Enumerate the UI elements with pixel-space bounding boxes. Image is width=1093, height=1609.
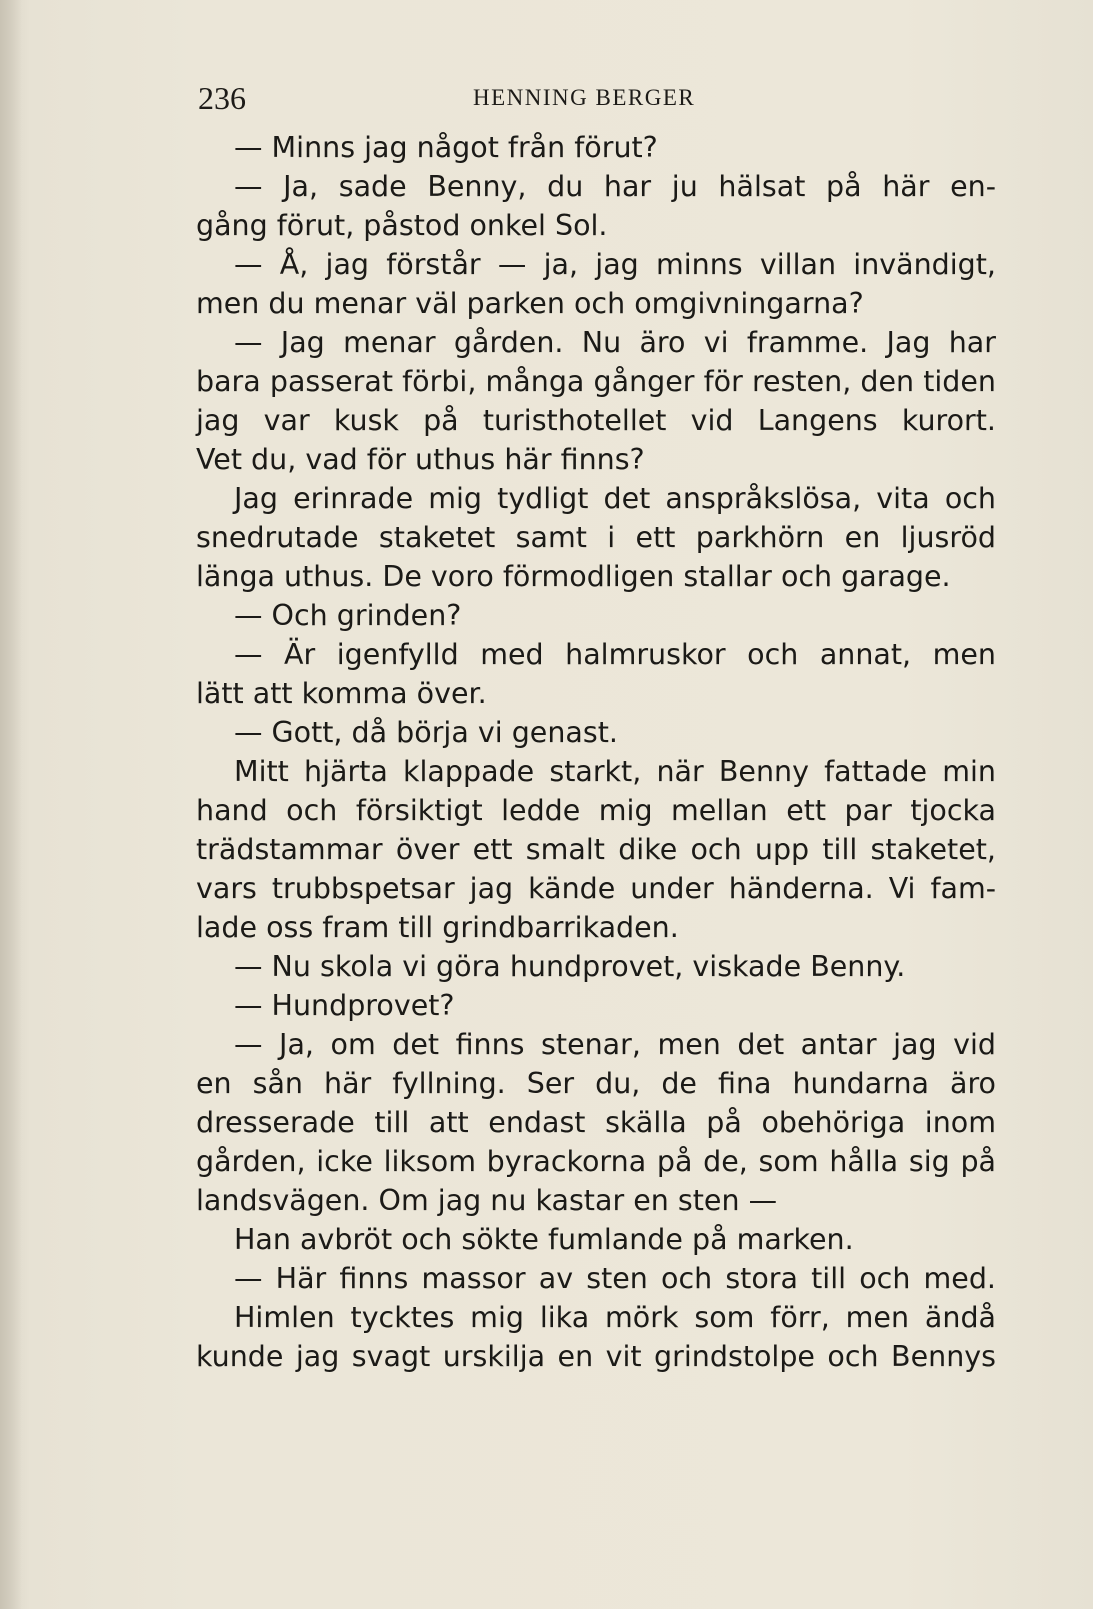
text-line: — Gott, då börja vi genast. — [234, 716, 618, 749]
text-line: en sån här fyllning. Ser du, de fina hundarna äro — [196, 1067, 996, 1100]
text-line: Himlen tycktes mig lika mörk som förr, men ändå — [234, 1301, 996, 1334]
text-line: bara passerat förbi, många gånger för resten, den tiden — [196, 365, 996, 398]
text-line: men du menar väl parken och omgivningarna? — [196, 287, 864, 320]
text-line: — Är igenfylld med halmruskor och annat, men — [234, 638, 996, 671]
page-header — [198, 78, 758, 118]
text-line: — Här finns massor av sten och stora till och med. — [234, 1262, 996, 1295]
text-line: — Ja, om det finns stenar, men det antar jag vid — [234, 1028, 996, 1061]
text-line: kunde jag svagt urskilja en vit grindstolpe och Bennys — [196, 1340, 996, 1373]
text-line: — Hundprovet? — [234, 989, 455, 1022]
page-edge-shadow — [0, 0, 22, 1609]
text-line: — Å, jag förstår — ja, jag minns villan invändigt, — [234, 248, 996, 281]
text-line: dresserade till att endast skälla på obehöriga inom — [196, 1106, 996, 1139]
text-line: hand och försiktigt ledde mig mellan ett par tjocka — [196, 794, 996, 827]
text-line: — Nu skola vi göra hundprovet, viskade Benny. — [234, 950, 906, 983]
running-head: HENNING BERGER — [473, 85, 696, 110]
text-line: lade oss fram till grindbarrikaden. — [196, 911, 679, 944]
page-number: 236 — [198, 80, 246, 116]
text-line: gården, icke liksom byrackorna på de, som hålla sig på — [196, 1145, 996, 1178]
text-line: snedrutade staketet samt i ett parkhörn en ljusröd — [196, 521, 996, 554]
text-line: — Minns jag något från förut? — [234, 131, 658, 164]
text-line: vars trubbspetsar jag kände under händerna. Vi fam- — [196, 872, 996, 905]
text-line: Jag erinrade mig tydligt det anspråkslösa, vita och — [234, 482, 996, 515]
text-line: — Jag menar gården. Nu äro vi framme. Jag har — [234, 326, 996, 359]
text-line: lätt att komma över. — [196, 677, 487, 710]
text-line: gång förut, påstod onkel Sol. — [196, 209, 608, 242]
text-line: länga uthus. De voro förmodligen stallar och garage. — [196, 560, 951, 593]
text-line: Mitt hjärta klappade starkt, när Benny fattade min — [234, 755, 996, 788]
text-line: Vet du, vad för uthus här finns? — [196, 443, 645, 476]
text-line: — Ja, sade Benny, du har ju hälsat på här en- — [234, 170, 996, 203]
text-line: trädstammar över ett smalt dike och upp till staketet, — [196, 833, 996, 866]
text-line: — Och grinden? — [234, 599, 462, 632]
text-line: Han avbröt och sökte fumlande på marken. — [234, 1223, 854, 1256]
text-line: landsvägen. Om jag nu kastar en sten — — [196, 1184, 778, 1217]
text-line: jag var kusk på turisthotellet vid Langens kurort. — [196, 404, 996, 437]
